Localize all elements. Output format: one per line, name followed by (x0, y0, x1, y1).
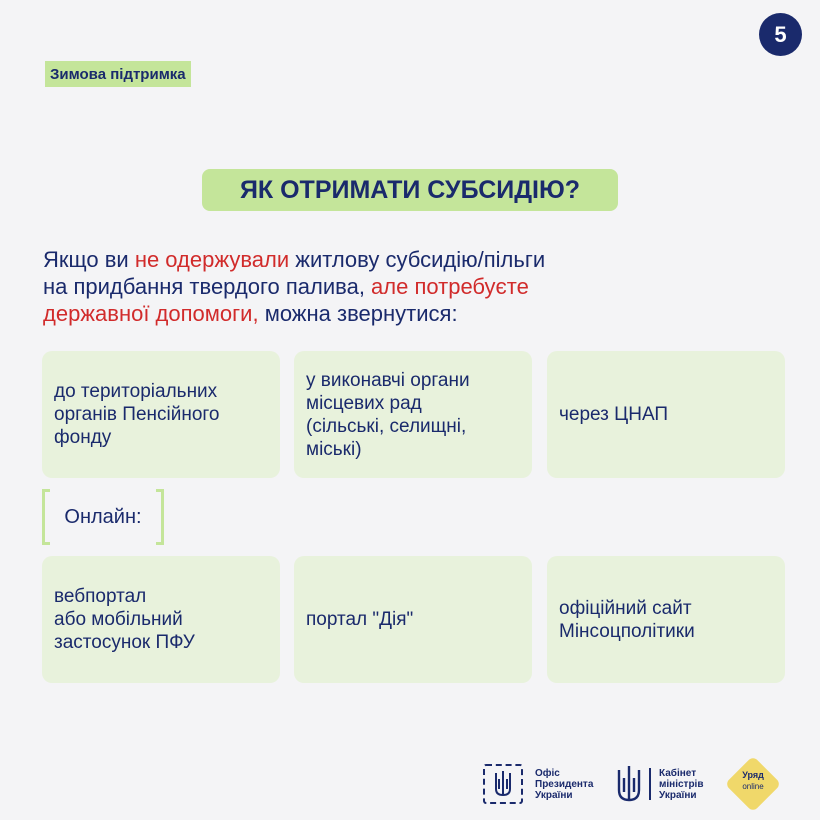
office-president-logo (483, 764, 523, 804)
card-line: до територіальних (54, 381, 218, 402)
logo-line: України (535, 790, 573, 801)
footer-logos (483, 758, 783, 810)
cabinet-ministers-text (659, 768, 704, 801)
card-line: офіційний сайт (559, 597, 692, 619)
card-line: через ЦНАП (559, 404, 669, 425)
footer-divider (649, 768, 651, 800)
card-text (306, 608, 413, 631)
intro-part: Якщо ви (43, 247, 135, 272)
option-card-local-councils (294, 351, 532, 478)
intro-part: житлову субсидію/пільги (289, 247, 546, 272)
card-line: міські) (306, 438, 362, 460)
card-line: Мінсоцполітики (559, 620, 695, 642)
card-line: фонду (54, 427, 112, 448)
intro-highlight: не одержували (134, 247, 290, 272)
card-line: у виконавчі органи (306, 369, 470, 391)
card-text (306, 369, 470, 461)
uryad-subtitle: online (742, 782, 764, 791)
online-label (42, 489, 164, 545)
bracket-left (42, 489, 50, 545)
online-label-text: Онлайн: (64, 505, 142, 528)
bracket-right (156, 489, 164, 545)
option-card-cnap (547, 351, 785, 478)
logo-line: міністрів (659, 779, 704, 790)
trident-icon (615, 764, 643, 804)
card-line: портал "Дія" (306, 609, 414, 630)
card-line: органів Пенсійного (54, 404, 220, 425)
card-line: або мобільний (54, 609, 183, 630)
uryad-title: Уряд (742, 770, 764, 780)
page-number-badge: 5 (759, 13, 802, 56)
intro-part: можна звернутися: (258, 301, 458, 326)
logo-line: Офіс (535, 768, 560, 779)
card-line: застосунок ПФУ (54, 632, 195, 653)
intro-text (43, 246, 743, 327)
card-text (559, 403, 668, 426)
card-text (54, 585, 195, 654)
card-line: місцевих рад (306, 392, 422, 414)
intro-highlight: але потребуєте (371, 274, 529, 299)
intro-highlight: державної допомоги, (43, 301, 259, 326)
option-card-diia-portal (294, 556, 532, 683)
intro-part: на придбання твердого палива, (43, 274, 372, 299)
card-line: вебпортал (54, 586, 147, 607)
logo-line: Кабінет (659, 768, 697, 779)
category-tag: Зимова підтримка (45, 61, 191, 87)
logo-line: Президента (535, 779, 594, 790)
option-card-pension-fund (42, 351, 280, 478)
uryad-online-text (733, 770, 773, 792)
page-title: ЯК ОТРИМАТИ СУБСИДІЮ? (202, 169, 618, 211)
trident-icon (492, 769, 514, 799)
option-card-minsoc-site (547, 556, 785, 683)
office-president-text (535, 768, 593, 801)
card-text (54, 380, 220, 449)
card-text (559, 597, 695, 643)
option-card-pfu-portal (42, 556, 280, 683)
card-line: (сільські, селищні, (306, 415, 467, 437)
logo-line: України (659, 790, 697, 801)
